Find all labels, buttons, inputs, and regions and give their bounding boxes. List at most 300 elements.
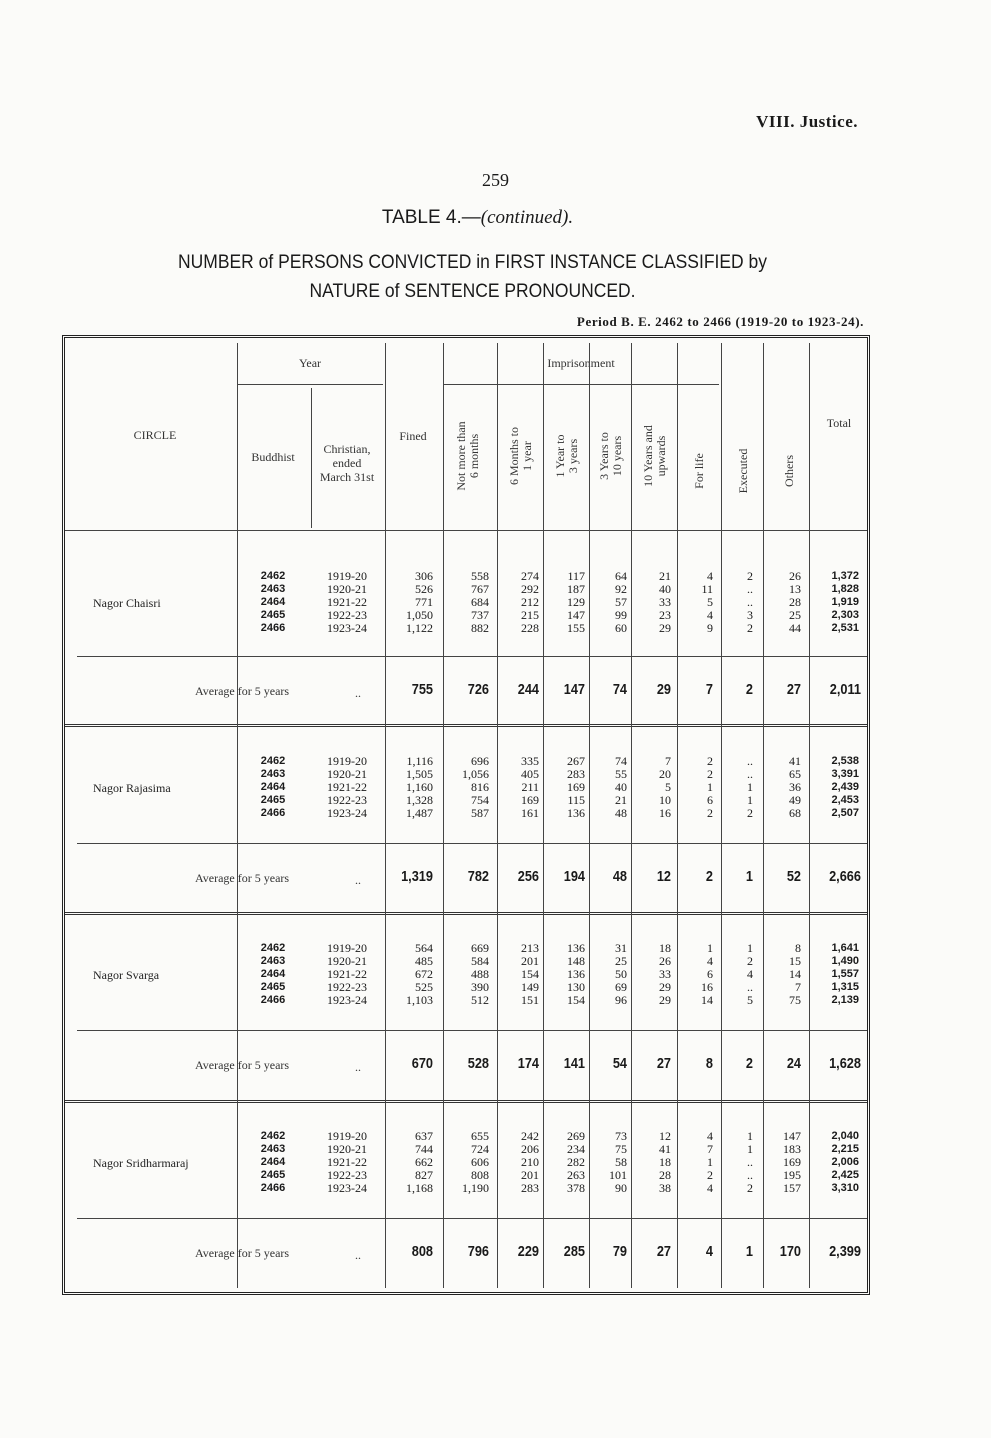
- table-cell: 1,168: [406, 1181, 433, 1195]
- header-imp2-line-2: 1 year: [520, 441, 534, 471]
- table-cell: 4: [707, 1129, 713, 1143]
- table-cell: 2466: [260, 622, 286, 634]
- section-divider: [65, 1100, 867, 1103]
- average-rule: [77, 1218, 867, 1219]
- average-dots: ..: [355, 1060, 361, 1074]
- column-life: [677, 755, 713, 820]
- column-life: [677, 942, 713, 1007]
- header-imp1-line-1: Not more than: [454, 421, 468, 491]
- table-cell: 210: [521, 1155, 539, 1169]
- column-imp4: [589, 755, 627, 820]
- table-cell: 44: [789, 621, 801, 635]
- table-cell: 2,139: [831, 994, 859, 1006]
- table-cell: 564: [415, 941, 433, 955]
- table-cell: 29: [659, 980, 671, 994]
- table-cell: ..: [747, 582, 753, 596]
- column-executed: [721, 755, 753, 820]
- table-cell: 20: [659, 767, 671, 781]
- table-cell: 4: [707, 1181, 713, 1195]
- table-cell: 2463: [260, 583, 286, 595]
- table-cell: 1,328: [406, 793, 433, 807]
- table-cell: 16: [701, 980, 713, 994]
- table-cell: 1921-22: [327, 595, 367, 609]
- table-cell: 26: [789, 569, 801, 583]
- average-value: 2: [705, 868, 713, 885]
- table-cell: 25: [615, 954, 627, 968]
- table-cell: 1,103: [406, 993, 433, 1007]
- table-cell: 75: [789, 993, 801, 1007]
- average-value: 12: [656, 868, 671, 885]
- average-value: 4: [705, 1243, 713, 1260]
- table-cell: 1922-23: [327, 1168, 367, 1182]
- table-cell: 1,490: [831, 955, 859, 967]
- table-cell: 606: [471, 1155, 489, 1169]
- table-cell: 882: [471, 621, 489, 635]
- table-cell: 2: [707, 754, 713, 768]
- table-cell: 212: [521, 595, 539, 609]
- column-imp3: [543, 570, 585, 635]
- table-cell: 60: [615, 621, 627, 635]
- table-cell: 1920-21: [327, 954, 367, 968]
- table-cell: 2,453: [831, 794, 859, 806]
- table-cell: 283: [567, 767, 585, 781]
- table-cell: 10: [659, 793, 671, 807]
- table-cell: 13: [789, 582, 801, 596]
- header-circle: CIRCLE: [133, 428, 177, 442]
- table-cell: 1: [747, 780, 753, 794]
- column-christian: [311, 942, 383, 1007]
- table-cell: 1919-20: [327, 941, 367, 955]
- table-cell: 587: [471, 806, 489, 820]
- header-imp-6m-1y: [508, 406, 534, 506]
- table-cell: 40: [659, 582, 671, 596]
- header-rule: [237, 384, 383, 385]
- table-cell: 1921-22: [327, 967, 367, 981]
- table-cell: 15: [789, 954, 801, 968]
- column-imp1: [443, 942, 489, 1007]
- column-buddhist: [237, 755, 309, 820]
- average-value: 141: [563, 1055, 585, 1072]
- table-cell: 28: [659, 1168, 671, 1182]
- column-executed: [721, 1130, 753, 1195]
- table-cell: 33: [659, 595, 671, 609]
- table-continued: (continued).: [480, 207, 574, 228]
- column-imp2: [497, 570, 539, 635]
- average-label: Average for 5 years: [195, 871, 290, 885]
- table-cell: 18: [659, 1155, 671, 1169]
- table-cell: 38: [659, 1181, 671, 1195]
- table-cell: 1,050: [406, 608, 433, 622]
- header-imp5-line-2: upwards: [654, 435, 668, 477]
- table-cell: 6: [707, 967, 713, 981]
- table-cell: 2: [747, 621, 753, 635]
- table-cell: 64: [615, 569, 627, 583]
- table-cell: 201: [521, 1168, 539, 1182]
- table-cell: 154: [567, 993, 585, 1007]
- table-cell: 195: [783, 1168, 801, 1182]
- column-fined: [385, 755, 433, 820]
- table-cell: 283: [521, 1181, 539, 1195]
- column-imp3: [543, 755, 585, 820]
- table-cell: 390: [471, 980, 489, 994]
- table-cell: 2465: [260, 794, 286, 806]
- column-imp3: [543, 1130, 585, 1195]
- table-cell: 99: [615, 608, 627, 622]
- table-cell: 1919-20: [327, 1129, 367, 1143]
- table-cell: 669: [471, 941, 489, 955]
- header-total: Total: [826, 416, 852, 430]
- table-cell: 282: [567, 1155, 585, 1169]
- table-cell: 148: [567, 954, 585, 968]
- average-dots: ..: [355, 873, 361, 887]
- table-cell: 155: [567, 621, 585, 635]
- table-cell: 2,425: [831, 1169, 859, 1181]
- table-cell: 744: [415, 1142, 433, 1156]
- column-others: [763, 755, 801, 820]
- table-cell: 169: [521, 793, 539, 807]
- table-cell: 2,215: [831, 1143, 859, 1155]
- column-executed: [721, 570, 753, 635]
- column-rule: [385, 343, 386, 1288]
- column-rule: [237, 343, 238, 1288]
- table-cell: 1: [747, 1142, 753, 1156]
- average-value: 27: [786, 681, 801, 698]
- average-value: 1,319: [401, 868, 433, 885]
- table-cell: 1919-20: [327, 569, 367, 583]
- average-value: 7: [705, 681, 713, 698]
- column-rule: [721, 343, 722, 1288]
- table-cell: 816: [471, 780, 489, 794]
- table-cell: 213: [521, 941, 539, 955]
- column-rule: [497, 343, 498, 1288]
- table-cell: 48: [615, 806, 627, 820]
- table-cell: 29: [659, 993, 671, 1007]
- table-cell: 228: [521, 621, 539, 635]
- table-cell: 1,487: [406, 806, 433, 820]
- column-total: [809, 1130, 859, 1195]
- average-value: 54: [612, 1055, 627, 1072]
- table-cell: 2: [747, 806, 753, 820]
- table-cell: 2465: [260, 609, 286, 621]
- table-cell: 215: [521, 608, 539, 622]
- table-cell: 2462: [260, 755, 286, 767]
- average-value: 1: [745, 868, 753, 885]
- column-imp2: [497, 942, 539, 1007]
- table-cell: 2464: [260, 1156, 286, 1168]
- table-cell: 1919-20: [327, 754, 367, 768]
- column-rule: [809, 343, 810, 1288]
- table-cell: 1922-23: [327, 793, 367, 807]
- average-value: 256: [517, 868, 539, 885]
- table-cell: 3,391: [831, 768, 859, 780]
- table-cell: 18: [659, 941, 671, 955]
- table-cell: 4: [747, 967, 753, 981]
- table-cell: 378: [567, 1181, 585, 1195]
- header-fined: Fined: [399, 429, 427, 443]
- table-cell: 4: [707, 608, 713, 622]
- section-divider: [65, 724, 867, 727]
- table-cell: 754: [471, 793, 489, 807]
- table-cell: 92: [615, 582, 627, 596]
- table-cell: 767: [471, 582, 489, 596]
- average-value: 2,666: [829, 868, 861, 885]
- table-cell: 267: [567, 754, 585, 768]
- table-cell: 115: [567, 793, 585, 807]
- header-christian-line-2: ended: [332, 456, 362, 470]
- average-value: 528: [467, 1055, 489, 1072]
- column-imp5: [631, 1130, 671, 1195]
- table-cell: 2,303: [831, 609, 859, 621]
- table-cell: 14: [701, 993, 713, 1007]
- table-cell: 2466: [260, 1182, 286, 1194]
- average-value: 147: [563, 681, 585, 698]
- average-dots: ..: [355, 1248, 361, 1262]
- table-cell: 2463: [260, 1143, 286, 1155]
- table-cell: 16: [659, 806, 671, 820]
- table-cell: 31: [615, 941, 627, 955]
- table-cell: 2: [747, 569, 753, 583]
- table-cell: 2: [747, 954, 753, 968]
- average-rule: [77, 656, 867, 657]
- header-year: Year: [298, 356, 322, 370]
- average-value: 79: [612, 1243, 627, 1260]
- table-cell: 2463: [260, 768, 286, 780]
- table-cell: 26: [659, 954, 671, 968]
- table-cell: 90: [615, 1181, 627, 1195]
- column-rule: [443, 343, 444, 1288]
- table-cell: 9: [707, 621, 713, 635]
- column-imp2: [497, 755, 539, 820]
- table-cell: 36: [789, 780, 801, 794]
- column-total: [809, 755, 859, 820]
- column-imp2: [497, 1130, 539, 1195]
- average-value: 782: [467, 868, 489, 885]
- header-executed: Executed: [736, 448, 750, 494]
- column-fined: [385, 1130, 433, 1195]
- circle-name: Nagor Svarga: [93, 968, 160, 982]
- table-cell: 1923-24: [327, 1181, 367, 1195]
- table-cell: 2,439: [831, 781, 859, 793]
- table-cell: 684: [471, 595, 489, 609]
- column-imp4: [589, 942, 627, 1007]
- column-rule: [311, 388, 312, 528]
- table-cell: ..: [747, 754, 753, 768]
- average-value: 670: [411, 1055, 433, 1072]
- table-cell: 1,505: [406, 767, 433, 781]
- table-cell: 7: [707, 1142, 713, 1156]
- average-value: 48: [612, 868, 627, 885]
- table-cell: 41: [789, 754, 801, 768]
- table-cell: 11: [701, 582, 713, 596]
- table-cell: 2466: [260, 994, 286, 1006]
- table-cell: 151: [521, 993, 539, 1007]
- column-life: [677, 1130, 713, 1195]
- table-cell: 5: [747, 993, 753, 1007]
- table-cell: 2,538: [831, 755, 859, 767]
- table-cell: 1,641: [831, 942, 859, 954]
- period-note: Period B. E. 2462 to 2466 (1919-20 to 1923-24).: [576, 314, 864, 329]
- table-cell: 101: [609, 1168, 627, 1182]
- table-cell: 637: [415, 1129, 433, 1143]
- column-total: [809, 570, 859, 635]
- table-cell: 4: [707, 954, 713, 968]
- column-rule: [631, 343, 632, 1288]
- table-cell: 1: [707, 941, 713, 955]
- table-cell: 23: [659, 608, 671, 622]
- section-divider: [65, 912, 867, 915]
- section-title: VIII. Justice.: [756, 112, 858, 131]
- column-imp5: [631, 942, 671, 1007]
- table-cell: ..: [747, 980, 753, 994]
- average-value: 808: [411, 1243, 433, 1260]
- circle-name: Nagor Sridharmaraj: [93, 1156, 189, 1170]
- table-cell: 187: [567, 582, 585, 596]
- average-value: 1,628: [829, 1055, 861, 1072]
- table-cell: 206: [521, 1142, 539, 1156]
- column-imp1: [443, 755, 489, 820]
- table-cell: 234: [567, 1142, 585, 1156]
- table-cell: 147: [567, 608, 585, 622]
- table-cell: 1: [747, 793, 753, 807]
- average-value: 27: [656, 1055, 671, 1072]
- table-cell: 672: [415, 967, 433, 981]
- table-cell: 147: [783, 1129, 801, 1143]
- table-cell: 1,056: [462, 767, 489, 781]
- column-others: [763, 570, 801, 635]
- header-imp-10y-up: [642, 406, 668, 506]
- column-executed: [721, 942, 753, 1007]
- table-cell: 40: [615, 780, 627, 794]
- header-christian-line-1: Christian,: [323, 442, 371, 456]
- header-imp4-line-1: 3 Years to: [597, 432, 611, 480]
- average-label: Average for 5 years: [195, 684, 290, 698]
- table-heading: [38, 248, 907, 306]
- table-cell: 136: [567, 941, 585, 955]
- table-cell: 1923-24: [327, 806, 367, 820]
- table-cell: 73: [615, 1129, 627, 1143]
- table-cell: 21: [615, 793, 627, 807]
- circle-name: Nagor Rajasima: [93, 781, 171, 795]
- table-cell: 584: [471, 954, 489, 968]
- header-imp-not-more-6m: [455, 406, 481, 506]
- column-imp1: [443, 1130, 489, 1195]
- table-cell: 405: [521, 767, 539, 781]
- header-imp3-line-2: 3 years: [566, 438, 580, 474]
- average-value: 796: [467, 1243, 489, 1260]
- column-imp5: [631, 570, 671, 635]
- table-cell: 1920-21: [327, 767, 367, 781]
- table-cell: 2464: [260, 781, 286, 793]
- header-imp4-line-2: 10 years: [610, 435, 624, 477]
- table-cell: 74: [615, 754, 627, 768]
- table-cell: 130: [567, 980, 585, 994]
- table-cell: 512: [471, 993, 489, 1007]
- column-imp3: [543, 942, 585, 1007]
- table-cell: 485: [415, 954, 433, 968]
- column-imp4: [589, 570, 627, 635]
- table-cell: 4: [707, 569, 713, 583]
- table-cell: 1922-23: [327, 608, 367, 622]
- table-cell: 1: [707, 1155, 713, 1169]
- table-cell: 2,507: [831, 807, 859, 819]
- table-cell: 2: [707, 806, 713, 820]
- table-cell: 1,828: [831, 583, 859, 595]
- average-value: 2,011: [829, 681, 861, 698]
- header-imprisonment: Imprisonment: [547, 356, 615, 370]
- table-title: [0, 207, 955, 229]
- average-value: 244: [517, 681, 539, 698]
- table-cell: 169: [567, 780, 585, 794]
- header-imp1-line-2: 6 months: [467, 433, 481, 479]
- table-cell: 3: [747, 608, 753, 622]
- table-label: TABLE 4.—: [381, 207, 481, 228]
- table-cell: 50: [615, 967, 627, 981]
- heading-line-1: NUMBER of PERSONS CONVICTED in FIRST INSTANCE CLASSIFIED by: [178, 252, 767, 273]
- table-cell: 5: [707, 595, 713, 609]
- table-cell: 157: [783, 1181, 801, 1195]
- column-imp4: [589, 1130, 627, 1195]
- average-label: Average for 5 years: [195, 1058, 290, 1072]
- table-cell: 2,531: [831, 622, 859, 634]
- table-cell: 57: [615, 595, 627, 609]
- table-cell: 1921-22: [327, 780, 367, 794]
- table-cell: 696: [471, 754, 489, 768]
- table-cell: 526: [415, 582, 433, 596]
- table-cell: 2463: [260, 955, 286, 967]
- table-cell: 1,372: [831, 570, 859, 582]
- table-cell: 737: [471, 608, 489, 622]
- average-value: 52: [786, 868, 801, 885]
- column-christian: [311, 570, 383, 635]
- column-others: [763, 942, 801, 1007]
- average-value: 29: [656, 681, 671, 698]
- column-buddhist: [237, 1130, 309, 1195]
- header-christian: [311, 442, 383, 484]
- table-cell: 2: [747, 1181, 753, 1195]
- header-for-life: For life: [692, 453, 706, 489]
- average-value: 285: [563, 1243, 585, 1260]
- table-cell: 655: [471, 1129, 489, 1143]
- table-cell: 5: [665, 780, 671, 794]
- table-cell: 2465: [260, 1169, 286, 1181]
- table-cell: 2462: [260, 942, 286, 954]
- heading-line-2: NATURE of SENTENCE PRONOUNCED.: [309, 281, 636, 302]
- column-rule: [589, 343, 590, 1288]
- table-cell: 68: [789, 806, 801, 820]
- column-fined: [385, 570, 433, 635]
- average-value: 194: [563, 868, 585, 885]
- column-rule: [677, 343, 678, 1288]
- table-cell: 33: [659, 967, 671, 981]
- table-cell: ..: [747, 767, 753, 781]
- table-cell: 154: [521, 967, 539, 981]
- table-cell: 335: [521, 754, 539, 768]
- column-christian: [311, 1130, 383, 1195]
- table-cell: 269: [567, 1129, 585, 1143]
- convictions-table: [62, 335, 870, 1295]
- table-cell: 2462: [260, 570, 286, 582]
- average-value: 2,399: [829, 1243, 861, 1260]
- average-value: 74: [612, 681, 627, 698]
- column-imp1: [443, 570, 489, 635]
- column-life: [677, 570, 713, 635]
- table-cell: 2: [707, 767, 713, 781]
- table-cell: 2: [707, 1168, 713, 1182]
- table-cell: 14: [789, 967, 801, 981]
- average-label: Average for 5 years: [195, 1246, 290, 1260]
- table-cell: 1,122: [406, 621, 433, 635]
- circle-name: Nagor Chaisri: [93, 596, 161, 610]
